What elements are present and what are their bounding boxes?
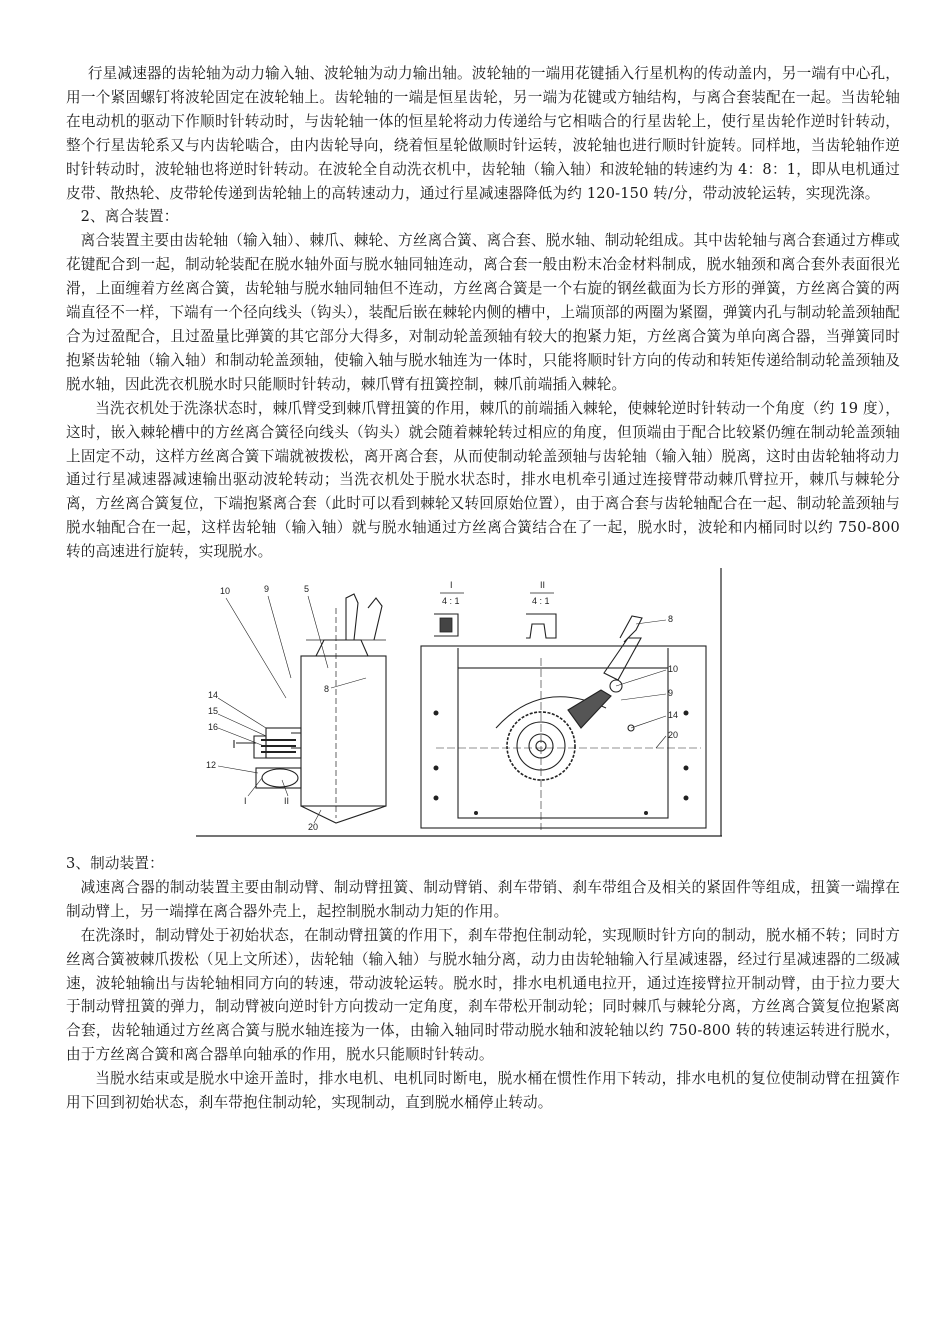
- paragraph-clutch-operation: 当洗衣机处于洗涤状态时，棘爪臂受到棘爪臂扭簧的作用，棘爪的前端插入棘轮，使棘轮逆时针转动一个角度（约 19 度），这时，嵌入棘轮槽中的方丝离合簧径向线头（钩头）就会随着棘轮转过相应的角度，但顶端由于配合比较紧仍缠在制动轮盖颈轴上固定不动，这样方丝离合簧下端就被拨松，离开离合套，从而使制动轮盖颈轴与齿轮轴（输入轴）脱离，这时由齿轮轴将动力通过行星减速器减速输出驱动波轮转动；当洗衣机处于脱水状态时，排水电机牵引通过连接臂带动棘爪臂拉开，棘爪与棘轮分离，方丝离合簧复位，下端抱紧离合套（此时可以看到棘轮又转回原始位置），由于离合套与齿轮轴配合在一起、制动轮盖颈轴与脱水轴配合在一起，这样齿轮轴（输入轴）就与脱水轴通过方丝离合簧结合在了一起，脱水时，波轮和内桶同时以约 750-800 转的高速进行旋转，实现脱水。: [66, 399, 900, 561]
- right-label-10: 10: [668, 664, 679, 675]
- paragraph-brake-operation: 在洗涤时，制动臂处于初始状态，在制动臂扭簧的作用下，刹车带抱住制动轮，实现顺时针方向的制动，脱水桶不转；同时方丝离合簧被棘爪拨松（见上文所述），齿轮轴（输入轴）与脱水轴分离，动力由齿轮轴输入行星减速器，经过行星减速器的二级减速，波轮轴输出与齿轮轴相同方向的转速，带动波轮运转。脱水时，排水电机通电拉开，通过连接臂拉开制动臂，由于拉力要大于制动臂扭簧的弹力，制动臂被向逆时针方向拨动一定角度，刹车带松开制动轮；同时棘爪与棘轮分离，方丝离合簧复位抱紧离合套，齿轮轴通过方丝离合簧与脱水轴连接为一体，由输入轴同时带动脱水轴和波轮轴以约 750-800 转的转速运转进行脱水，由于方丝离合簧和离合器单向轴承的作用，脱水只能顺时针转动。: [66, 926, 900, 1064]
- heading-brake-device: 3、制动装置：: [66, 855, 164, 873]
- left-label-15: 15: [208, 706, 219, 717]
- paragraph-brake-components: 减速离合器的制动装置主要由制动臂、制动臂扭簧、制动臂销、刹车带销、刹车带组合及相关的紧固件等组成，扭簧一端撑在制动臂上，另一端撑在离合器外壳上，起控制脱水制动力矩的作用。: [66, 878, 900, 920]
- right-label-9: 9: [668, 688, 674, 699]
- paragraph-clutch-components: 离合装置主要由齿轮轴（输入轴）、棘爪、棘轮、方丝离合簧、离合套、脱水轴、制动轮组成。其中齿轮轴与离合套通过方榫或花键配合到一起，制动轮装配在脱水轴外面与脱水轴同轴连动，离合套一般由粉末冶金材料制成，脱水轴颈和离合套外表面很光滑，上面缠着方丝离合簧，齿轮轴与脱水轴同轴但不连动，方丝离合簧是一个右旋的钢丝截面为长方形的弹簧，方丝离合簧的两端直径不一样，下端有一个径向线头（钩头），装配后嵌在棘轮内侧的槽中，上端顶部的两圈为紧圈，弹簧内孔与制动轮盖颈轴配合为过盈配合，且过盈量比弹簧的其它部分大得多，对制动轮盖颈轴有较大的抱紧力矩，方丝离合簧为单向离合器，当弹簧同时抱紧齿轮轴（输入轴）和制动轮盖颈轴，使输入轴与脱水轴连为一体时，只能将顺时针方向的传动和转矩传递给制动轮盖颈轴及脱水轴，因此洗衣机脱水时只能顺时针转动，棘爪臂有扭簧控制，棘爪前端插入棘轮。: [66, 232, 900, 393]
- detail-I-roman: I: [450, 580, 453, 591]
- document-page: [66, 62, 900, 1115]
- paragraph-brake-stop: 当脱水结束或是脱水中途开盖时，排水电机、电机同时断电，脱水桶在惯性作用下转动，排水电机的复位使制动臂在扭簧作用下回到初始状态，刹车带抱住制动轮，实现制动，直到脱水桶停止转动。: [66, 1070, 900, 1112]
- mechanism-drawing: [196, 568, 722, 838]
- heading-clutch-device: 2、离合装置：: [80, 208, 179, 226]
- left-label-5: 5: [304, 584, 310, 595]
- paragraph-planetary-reducer: 行星减速器的齿轮轴为动力输入轴、波轮轴为动力输出轴。波轮轴的一端用花键插入行星机构的传动盖内，另一端有中心孔，用一个紧固螺钉将波轮固定在波轮轴上。齿轮轴的一端是恒星齿轮，另一端为花键或方轴结构，与离合套装配在一起。当齿轮轴在电动机的驱动下作顺时针转动时，与齿轮轴一体的恒星轮将动力传递给与它相啮合的行星齿轮上，使行星齿轮作逆时针转动，整个行星齿轮系又与内齿轮啮合，由内齿轮导向，绕着恒星轮做顺时针运转，波轮轴也进行顺时针旋转。同样地，当齿轮轴作逆时针转动时，波轮轴也将逆时针转动。在波轮全自动洗衣机中，齿轮轴（输入轴）和波轮轴的转速约为 4：8：1，即从电机通过皮带、散热轮、皮带轮传递到齿轮轴上的高转速动力，通过行星减速器降低为约 120-150 转/分，带动波轮运转，实现洗涤。: [66, 65, 900, 202]
- left-label-II: II: [284, 796, 290, 807]
- detail-II-scale: 4 : 1: [532, 596, 550, 607]
- left-label-8: 8: [324, 684, 330, 695]
- left-label-I: I: [244, 796, 247, 807]
- left-label-12: 12: [206, 760, 217, 771]
- left-label-14: 14: [208, 690, 219, 701]
- right-label-14: 14: [668, 710, 679, 721]
- left-label-9: 9: [264, 584, 270, 595]
- right-label-20: 20: [668, 730, 679, 741]
- right-label-8: 8: [668, 614, 674, 625]
- left-label-20: 20: [308, 822, 319, 833]
- side-view: [234, 594, 386, 823]
- front-view: [421, 616, 706, 830]
- detail-I-scale: 4 : 1: [442, 596, 460, 607]
- left-label-10: 10: [220, 586, 231, 597]
- left-label-16: 16: [208, 722, 219, 733]
- clutch-mechanism-figure: [196, 568, 722, 838]
- detail-II-roman: II: [540, 580, 546, 591]
